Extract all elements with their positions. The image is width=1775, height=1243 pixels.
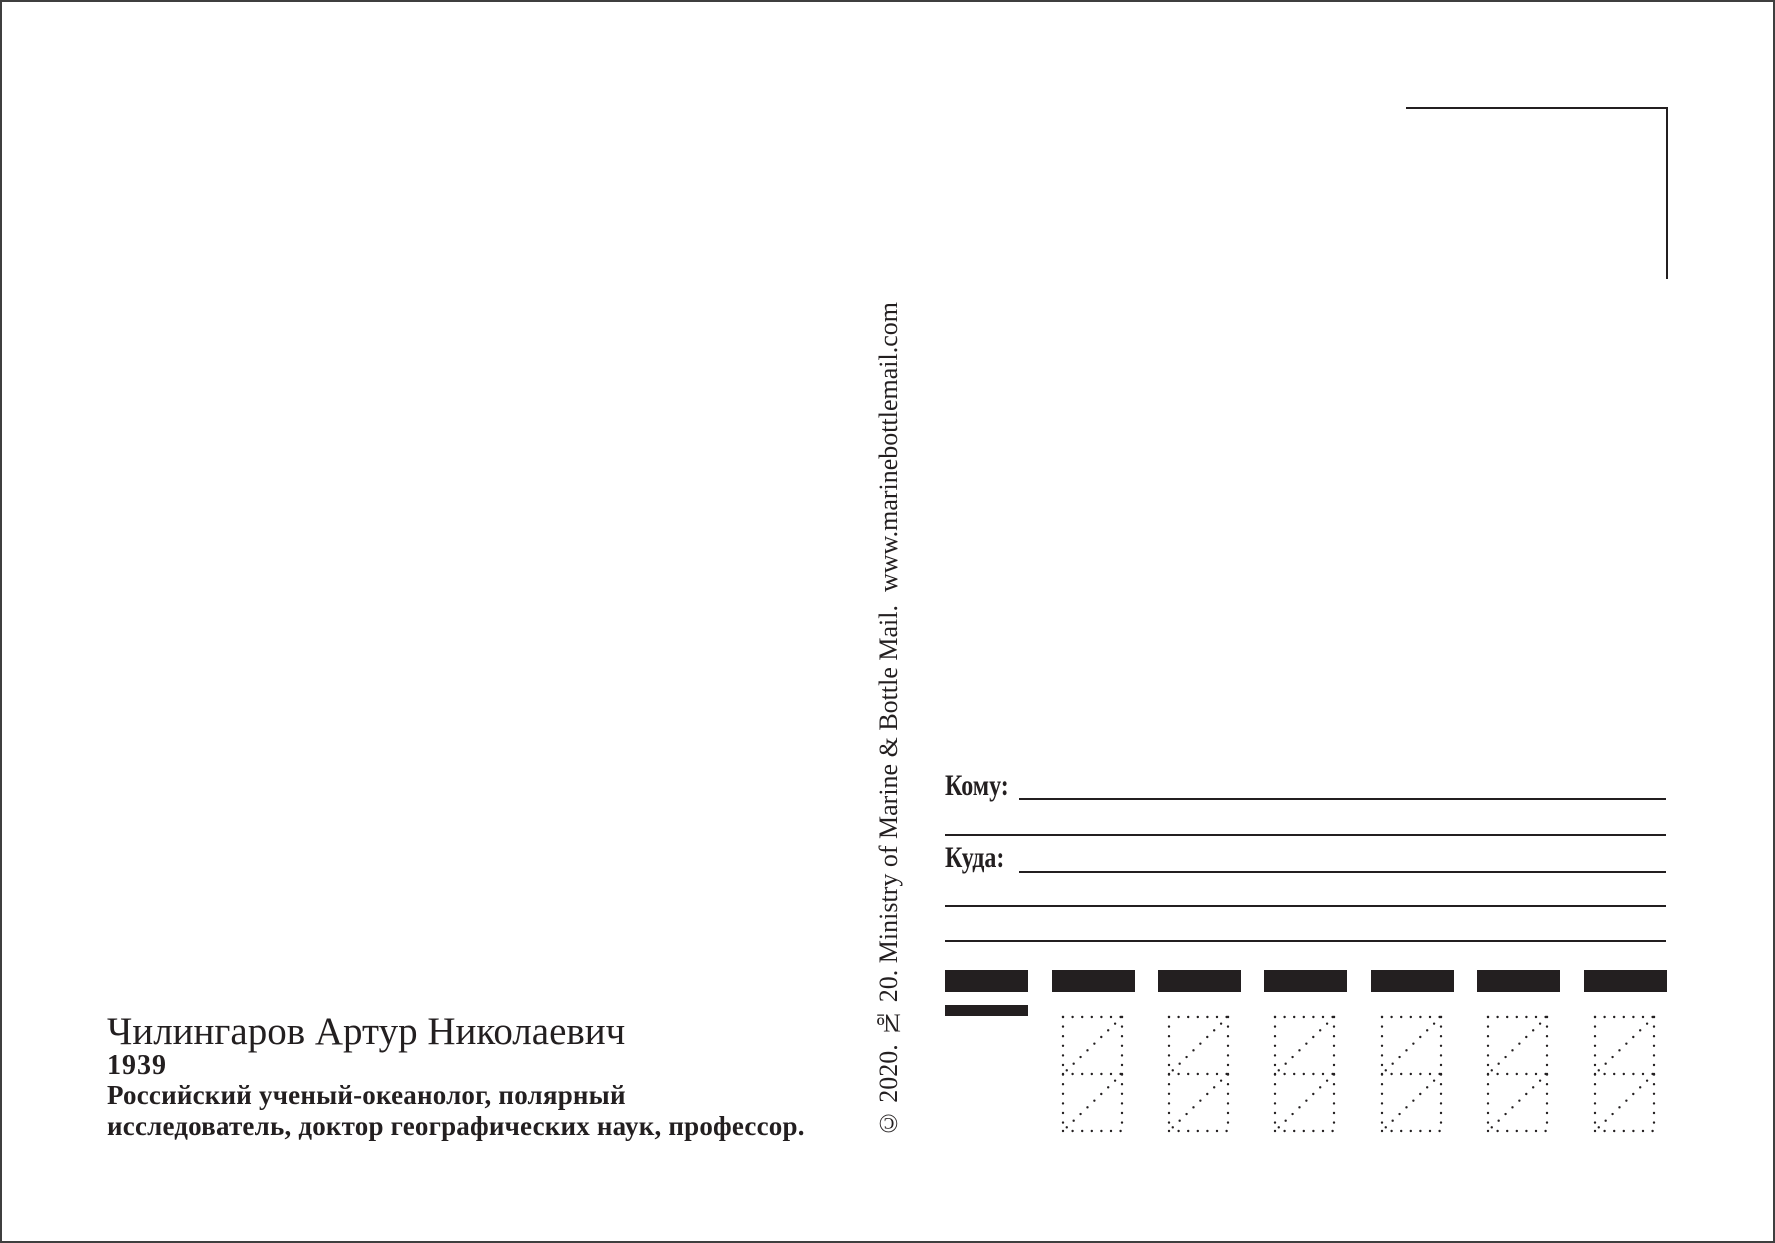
postcode-sample-underbar bbox=[945, 1005, 1028, 1016]
address-line-2 bbox=[945, 905, 1666, 907]
postcode-digit-template bbox=[1486, 1015, 1549, 1133]
postcode-digit-box bbox=[1584, 970, 1667, 1133]
postcode-digit-box bbox=[1158, 970, 1241, 1133]
postcode-digit-bar bbox=[1371, 970, 1454, 992]
postcode-digit-bar bbox=[1158, 970, 1241, 992]
stamp-corner-top-line bbox=[1406, 107, 1668, 109]
imprint-text bbox=[876, 302, 902, 1138]
address-line-3 bbox=[945, 940, 1666, 942]
person-description-line-1: Российский ученый-океанолог, полярный bbox=[107, 1080, 626, 1110]
birth-year: 1939 bbox=[107, 1050, 167, 1081]
recipient-line bbox=[1019, 798, 1666, 800]
recipient-label: Кому: bbox=[945, 769, 1009, 802]
postcode-sample bbox=[945, 970, 1028, 1018]
postcode-digit-box bbox=[1371, 970, 1454, 1133]
postcode-digit-bar bbox=[1264, 970, 1347, 992]
stamp-corner-right-line bbox=[1666, 107, 1668, 279]
person-name: Чилингаров Артур Николаевич bbox=[107, 1010, 626, 1053]
postcode-digit-template bbox=[1273, 1015, 1336, 1133]
postcode-digit-template bbox=[1061, 1015, 1124, 1133]
address-line-1 bbox=[1019, 871, 1666, 873]
postcode-digit-bar bbox=[1477, 970, 1560, 992]
website-url: www.marinebottlemail.com bbox=[874, 301, 903, 592]
postcode-digit-template bbox=[1380, 1015, 1443, 1133]
postcode-digit-template bbox=[1593, 1015, 1656, 1133]
recipient-line-2 bbox=[945, 834, 1666, 836]
postcode-sample-bar bbox=[945, 970, 1028, 992]
address-label: Куда: bbox=[945, 841, 1005, 874]
postcode-digit-bar bbox=[1584, 970, 1667, 992]
postcode-digit-box bbox=[1052, 970, 1135, 1133]
postcode-digit-box bbox=[1264, 970, 1347, 1133]
postcode-digit-box bbox=[1477, 970, 1560, 1133]
person-description-line-2: исследователь, доктор географических наук, профессор. bbox=[107, 1111, 805, 1141]
postcode-digit-template bbox=[1167, 1015, 1230, 1133]
copyright-text: © 2020. № 20. Ministry of Marine & Bottle Mail. bbox=[874, 604, 903, 1138]
postcode-digit-bar bbox=[1052, 970, 1135, 992]
